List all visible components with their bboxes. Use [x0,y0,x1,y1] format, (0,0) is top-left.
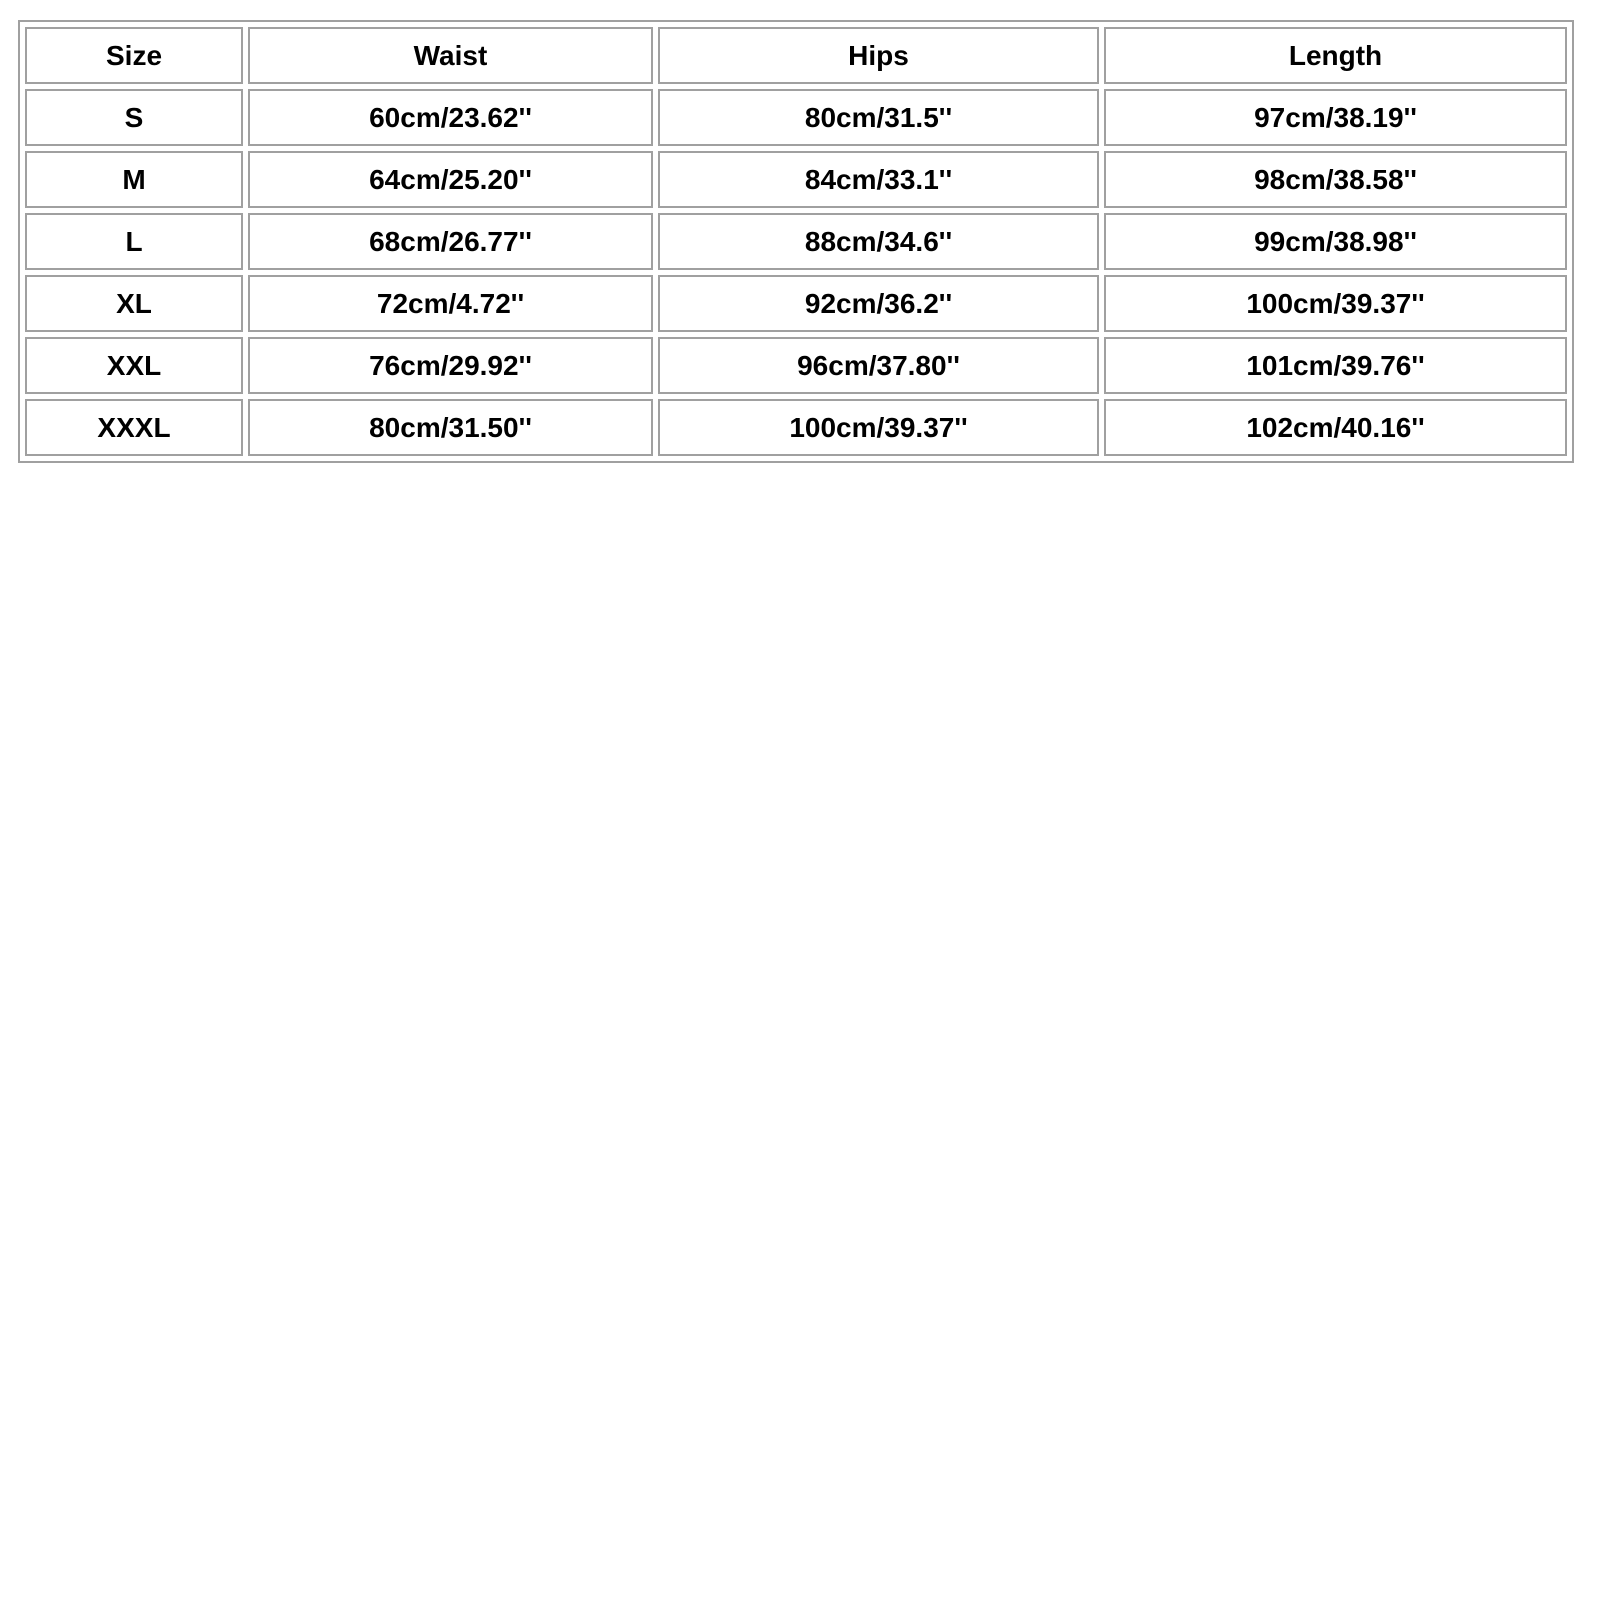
cell-length: 102cm/40.16'' [1104,399,1567,456]
cell-waist: 64cm/25.20'' [248,151,653,208]
header-row [25,27,1567,84]
cell-size: S [25,89,243,146]
table-row [25,89,1567,146]
cell-size: XXXL [25,399,243,456]
cell-hips: 96cm/37.80'' [658,337,1099,394]
cell-length: 101cm/39.76'' [1104,337,1567,394]
cell-length: 99cm/38.98'' [1104,213,1567,270]
cell-length: 100cm/39.37'' [1104,275,1567,332]
header-waist: Waist [248,27,653,84]
table-row [25,275,1567,332]
table-row [25,399,1567,456]
cell-waist: 60cm/23.62'' [248,89,653,146]
cell-length: 97cm/38.19'' [1104,89,1567,146]
cell-size: M [25,151,243,208]
cell-waist: 68cm/26.77'' [248,213,653,270]
cell-waist: 76cm/29.92'' [248,337,653,394]
cell-size: L [25,213,243,270]
table-row [25,213,1567,270]
header-length: Length [1104,27,1567,84]
table-row [25,337,1567,394]
size-chart-header [25,27,1567,84]
cell-waist: 80cm/31.50'' [248,399,653,456]
cell-hips: 84cm/33.1'' [658,151,1099,208]
cell-waist: 72cm/4.72'' [248,275,653,332]
size-chart-table [18,20,1574,463]
table-row [25,151,1567,208]
header-size: Size [25,27,243,84]
cell-hips: 88cm/34.6'' [658,213,1099,270]
cell-size: XXL [25,337,243,394]
cell-hips: 80cm/31.5'' [658,89,1099,146]
cell-hips: 92cm/36.2'' [658,275,1099,332]
cell-size: XL [25,275,243,332]
cell-hips: 100cm/39.37'' [658,399,1099,456]
size-chart-body [25,89,1567,456]
cell-length: 98cm/38.58'' [1104,151,1567,208]
header-hips: Hips [658,27,1099,84]
